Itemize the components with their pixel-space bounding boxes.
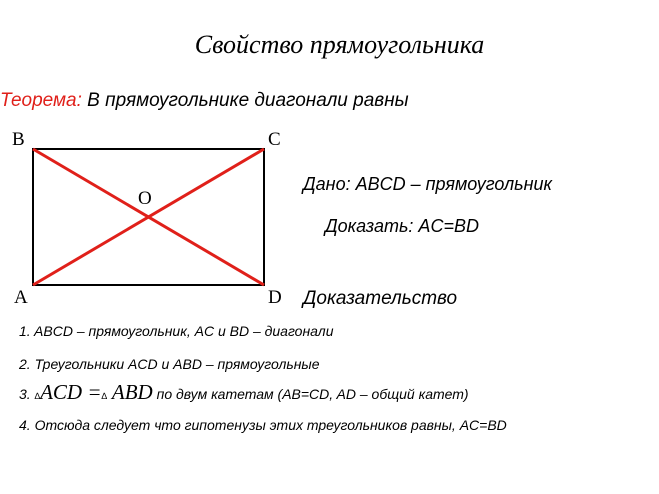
vertex-label-b: B (12, 129, 25, 150)
triangle-symbol: ∆ (101, 391, 108, 401)
step-3-number: 3. (19, 386, 35, 402)
center-label-o: O (138, 188, 152, 209)
proof-heading: Доказательство (303, 288, 458, 309)
proof-step-2: 2. Треугольники ACD и ABD – прямоугольные (19, 356, 320, 372)
vertex-label-a: A (14, 287, 28, 308)
proof-step-3 (19, 380, 469, 405)
vertex-label-d: D (268, 287, 282, 308)
proof-step-4: 4. Отсюда следует что гипотенузы этих треугольников равны, AC=BD (19, 417, 507, 433)
theorem-label: Теорема: (0, 90, 82, 111)
triangle-symbol: ∆ (34, 391, 41, 401)
vertex-label-c: C (268, 129, 281, 150)
page-title: Свойство прямоугольника (194, 30, 485, 59)
theorem-text: В прямоугольнике диагонали равны (81, 90, 409, 111)
equals-sign: = (82, 380, 102, 404)
proof-step-1: 1. ABCD – прямоугольник, AC и BD – диагонали (19, 323, 334, 339)
prove-statement: Доказать: AC=BD (325, 216, 479, 236)
step-3-reason: по двум катетам (AB=CD, AD – общий катет) (152, 386, 469, 402)
triangle-abd: ABD (107, 380, 153, 404)
given-statement: Дано: ABCD – прямоугольник (303, 174, 553, 194)
triangle-acd: ACD (40, 380, 83, 404)
